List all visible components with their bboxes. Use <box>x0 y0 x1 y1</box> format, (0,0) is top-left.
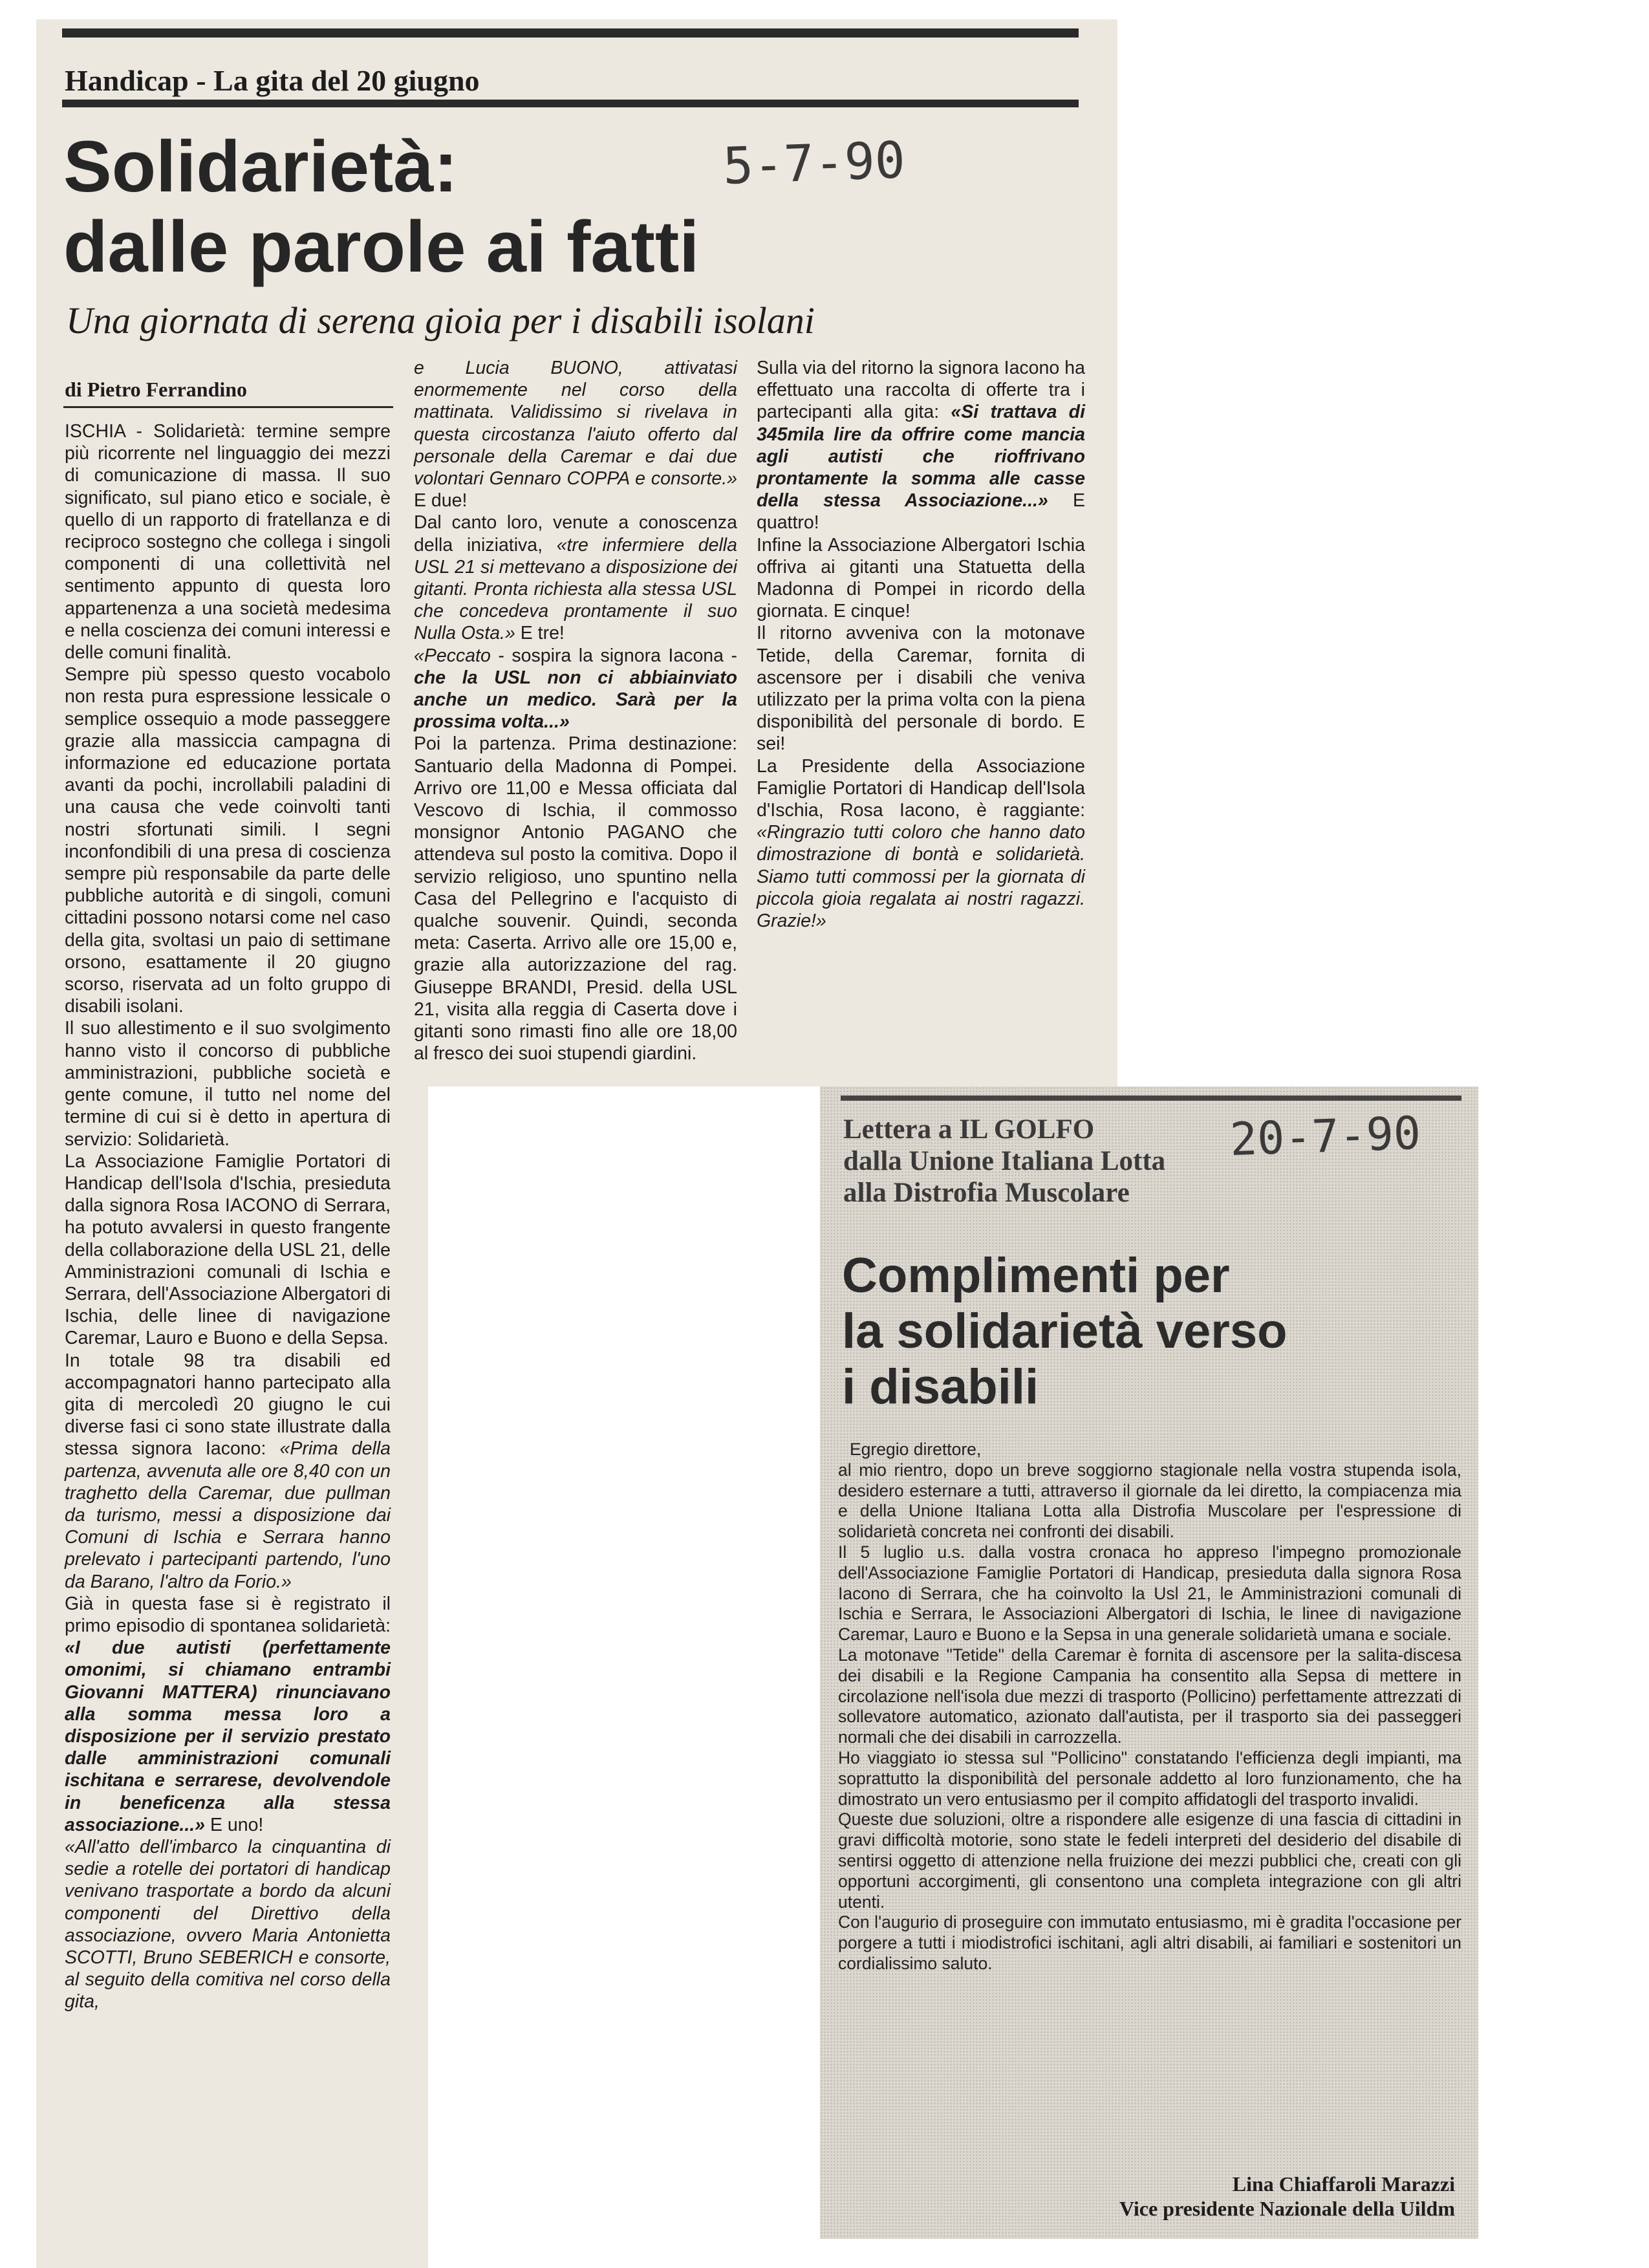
col3-paragraph-4 <box>757 755 1085 933</box>
letter-paragraph-1: al mio rientro, dopo un breve soggiorno stagionale nella vostra stupenda isola, desidero esternare a tutti, attraverso il giornale da lei diretto, la compiacenza mia e della Unione Italiana Lotta alla Distrofia Muscolare per l'espressione di solidarietà concreta nei confronti dei disabili. <box>838 1460 1461 1542</box>
signature-name: Lina Chiaffaroli Marazzi <box>1232 2172 1455 2196</box>
col1-paragraph-5 <box>65 1350 391 1593</box>
col1-paragraph-6 <box>65 1593 391 1836</box>
letter-salutation: Egregio direttore, <box>850 1440 982 1459</box>
article-kicker: Handicap - La gita del 20 giugno <box>65 64 480 97</box>
article-subtitle: Una giornata di serena gioia per i disabili isolani <box>66 299 815 341</box>
letter-header-line-1: Lettera a IL GOLFO <box>843 1114 1095 1145</box>
byline-rule <box>63 406 393 408</box>
quote-345mila: «Si trattava di 345mila lire da offrire come mancia agli autisti che rioffrivano prontamente la somma alle casse della stessa Associazione...» <box>757 402 1086 512</box>
letter-paragraph-5: Queste due soluzioni, oltre a rispondere alle esigenze di una fascia di cittadini in gravi difficoltà motorie, sono state le fedeli interpreti del desiderio del disabile di sentirsi oggetto di attenzione nella fruizione dei mezzi pubblici che, creati con gli opportuni accorgimenti, gli consentono una completa integrazione con gli altri utenti. <box>838 1809 1461 1912</box>
col1-p6-start: Già in questa fase si è registrato il primo episodio di spontanea solidarietà: <box>65 1593 391 1636</box>
quote-lucia-buono: e Lucia BUONO, attivatasi enormemente nel corso della mattinata. Validissimo si rivelava in questa circostanza l'aiuto offerto dal personale della Caremar e dai due volontari Gennaro COPPA e consorte.» <box>414 358 737 490</box>
col2-paragraph-2 <box>414 512 737 644</box>
column-3 <box>757 357 1085 932</box>
quote-prima-della-partenza: «Prima della partenza, avvenuta alle ore 8,40 con un traghetto della Caremar, due pullman da turismo, messi a disposizione dai Comuni di Ischia e Serrara hanno prelevato i partecipanti partendo, l'uno da Barano, l'altro da Forio.» <box>65 1438 391 1592</box>
letter-paragraph-6: Con l'augurio di proseguire con immutato entusiasmo, mi è gradita l'occasione per porgere a tutti i miodistrofici ischitani, agli altri disabili, ai familiari e sostenitori un cordialissimo saluto. <box>838 1912 1461 1973</box>
col3-p1-start: Sulla via del ritorno la signora Iacono ha effettuato una raccolta di offerte tra i partecipanti alla gita: <box>757 358 1085 423</box>
column-1 <box>65 420 391 2013</box>
col1-paragraph-7 <box>65 1836 391 2013</box>
col2-p1-end: E due! <box>414 490 468 512</box>
letter-paragraph-4: Ho viaggiato io stessa sul "Pollicino" constatando l'efficienza degli impianti, ma soprattutto la disponibilità del personale addetto al loro funzionamento, che ha dimostrato un vero entusiasmo per il compito affidatogli del trasporto invalidi. <box>838 1747 1461 1809</box>
letter-header-line-3: alla Distrofia Muscolare <box>843 1178 1130 1208</box>
headline-line-2: dalle parole ai fatti <box>63 206 700 287</box>
headline-line-1: Solidarietà: <box>63 126 458 207</box>
quote-peccato-a: «Peccato <box>414 645 491 666</box>
quote-due-autisti: «I due autisti (perfettamente omonimi, si chiamano entrambi Giovanni MATTERA) rinunciavano alla somma messa loro a disposizione per il servizio prestato dalle amministrazioni comunali ischitana e serrarese, devolvendole in beneficenza alla stessa associazione...» <box>65 1637 391 1835</box>
letter-handwritten-date: 20-7-90 <box>1229 1106 1422 1167</box>
col1-paragraph-2: Sempre più spesso questo vocabolo non resta pura espressione lessicale o semplice ossequio a mode passeggere grazie alla massiccia campagna di informazione ed educazione portata avanti da pochi, incrollabili paladini di una causa che vede coinvolti tanti nostri sfortunati simili. I segni inconfondibili di una presa di coscienza sempre più responsabile da parte delle pubbliche autorità e di singoli, comuni cittadini possono notarsi come nel caso della gita, svoltasi un paio di settimane orsono, esattamente il 20 giugno scorso, riservata ad un folto gruppo di disabili isolani. <box>65 664 391 1017</box>
col2-paragraph-1 <box>414 357 737 512</box>
letter-paragraph-2: Il 5 luglio u.s. dalla vostra cronaca ho appreso l'impegno promozionale dell'Associazione Famiglie Portatori di Handicap, presieduta dalla signora Rosa Iacono di Serrara, che ha coinvolto la Usl 21, le Amministrazioni comunali di Ischia e Serrara, le Associazioni Albergatori di Ischia, le linee di navigazione Caremar, Lauro e Buono e la Sepsa in una generale solidarietà umana e sociale. <box>838 1542 1461 1645</box>
letter-header <box>843 1114 1165 1209</box>
letter-headline-line-2: la solidarietà verso <box>842 1304 1288 1359</box>
col2-p2-start: Dal canto loro, venute a conoscenza della iniziativa, <box>414 512 737 556</box>
signature-title: Vice presidente Nazionale della Uildm <box>1119 2197 1455 2220</box>
col1-paragraph-3: Il suo allestimento e il suo svolgimento hanno visto il concorso di pubbliche amministrazioni, pubbliche società e gente comune, il tutto nel nome del termine di cui si è detto in apertura di servizio: Solidarietà. <box>65 1018 391 1150</box>
col2-paragraph-3 <box>414 645 737 733</box>
top-rule <box>62 28 1079 38</box>
col3-paragraph-2: Infine la Associazione Albergatori Ischia offriva ai gitanti una Statuetta della Madonna di Pompei in ricordo della giornata. E cinque! <box>757 534 1085 622</box>
letter-headline-line-1: Complimenti per <box>842 1248 1230 1303</box>
quote-usl-infermiere: «tre infermiere della USL 21 si mettevano a disposizione dei gitanti. Pronta richiesta alla stessa USL che concedeva prontamente il suo Nulla Osta.» <box>414 534 737 644</box>
handwritten-date: 5-7-90 <box>722 131 907 196</box>
letter-paragraph-3: La motonave "Tetide" della Caremar è fornita di ascensore per la salita-discesa dei disabili e la Regione Campania ha consentito alla Sepsa di mettere in circolazione nell'isola due mezzi di trasporto (Pollicino) perfettamente attrezzati di sollevatore automatico, azionato dall'autista, per il trasporto sia dei passeggeri normali che dei disabili in carrozzella. <box>838 1645 1461 1747</box>
col3-paragraph-3: Il ritorno avveniva con la motonave Tetide, della Caremar, fornita di ascensore per i disabili che veniva utilizzato per la prima volta con la piena disponibilità del personale di bordo. E sei! <box>757 623 1085 755</box>
col2-p2-end: E tre! <box>520 623 565 644</box>
col1-p6-end: E uno! <box>210 1814 264 1835</box>
kicker-rule <box>62 100 1079 107</box>
quote-ringrazio: «Ringrazio tutti coloro che hanno dato dimostrazione di bontà e solidarietà. Siamo tutti commossi per la giornata di piccola gioia regalata ai nostri ragazzi. Grazie!» <box>757 822 1085 932</box>
byline: di Pietro Ferrandino <box>65 378 248 401</box>
col3-p4-start: La Presidente della Associazione Famiglie Portatori di Handicap dell'Isola d'Ischia, Rosa Iacono, è raggiante: <box>757 755 1085 821</box>
col1-p5-text: In totale 98 tra disabili ed accompagnatori hanno partecipato alla gita di mercoledì 20 giugno le cui diverse fasi ci sono state illustrate dalla stessa signora Iacono: <box>65 1350 391 1460</box>
col3-paragraph-1 <box>757 357 1085 534</box>
letter-signature <box>1009 2172 1455 2221</box>
letter-top-rule <box>841 1096 1461 1101</box>
quote-imbarco: «All'atto dell'imbarco la cinquantina di sedie a rotelle dei portatori di handicap venivano trasportate a bordo da alcuni componenti del Direttivo della associazione, ovvero Maria Antonietta SCOTTI, Bruno SEBERICH e consorte, al seguito della comitiva nel corso della gita, <box>65 1837 391 2013</box>
col2-p3-mid: - sospira la signora Iacona - <box>498 645 737 666</box>
letter-body <box>838 1440 1461 1974</box>
letter-headline-line-3: i disabili <box>842 1359 1039 1414</box>
letter-headline <box>842 1248 1288 1415</box>
column-2 <box>414 357 737 1065</box>
letter-header-line-2: dalla Unione Italiana Lotta <box>843 1146 1166 1176</box>
quote-peccato-b: che la USL non ci abbiainviato anche un medico. Sarà per la prossima volta...» <box>414 667 737 733</box>
col3-p1-end: E quattro! <box>757 490 1085 534</box>
col1-paragraph-1: ISCHIA - Solidarietà: termine sempre più ricorrente nel linguaggio dei mezzi di comunicazione di massa. Il suo significato, sul piano etico e sociale, è quello di un rapporto di fratellanza e di reciproco sostegno che collega i singoli componenti di una collettività nel sentimento appunto di questa loro appartenenza a una società medesima e nella coscienza dei comuni interessi e delle comuni finalità. <box>65 421 391 664</box>
col1-paragraph-4: La Associazione Famiglie Portatori di Handicap dell'Isola d'Ischia, presieduta dalla signora Rosa IACONO di Serrara, ha potuto avvalersi in questo frangente della collaborazione della USL 21, delle Amministrazioni comunali di Ischia e Serrara, dell'Associazione Albergatori di Ischia, delle linee di navigazione Caremar, Lauro e Buono e della Sepsa. <box>65 1150 391 1349</box>
col2-paragraph-4: Poi la partenza. Prima destinazione: Santuario della Madonna di Pompei. Arrivo ore 11,00 e Messa officiata dal Vescovo di Ischia, il commosso monsignor Antonio PAGANO che attendeva sul posto la comitiva. Dopo il servizio religioso, uno spuntino nella Casa del Pellegrino e l'acquisto di qualche souvenir. Quindi, seconda meta: Caserta. Arrivo alle ore 15,00 e, grazie alla autorizzazione del rag. Giuseppe BRANDI, Presid. della USL 21, visita alla reggia di Caserta dove i gitanti sono rimasti fino alle ore 18,00 al fresco dei suoi stupendi giardini. <box>414 733 737 1064</box>
